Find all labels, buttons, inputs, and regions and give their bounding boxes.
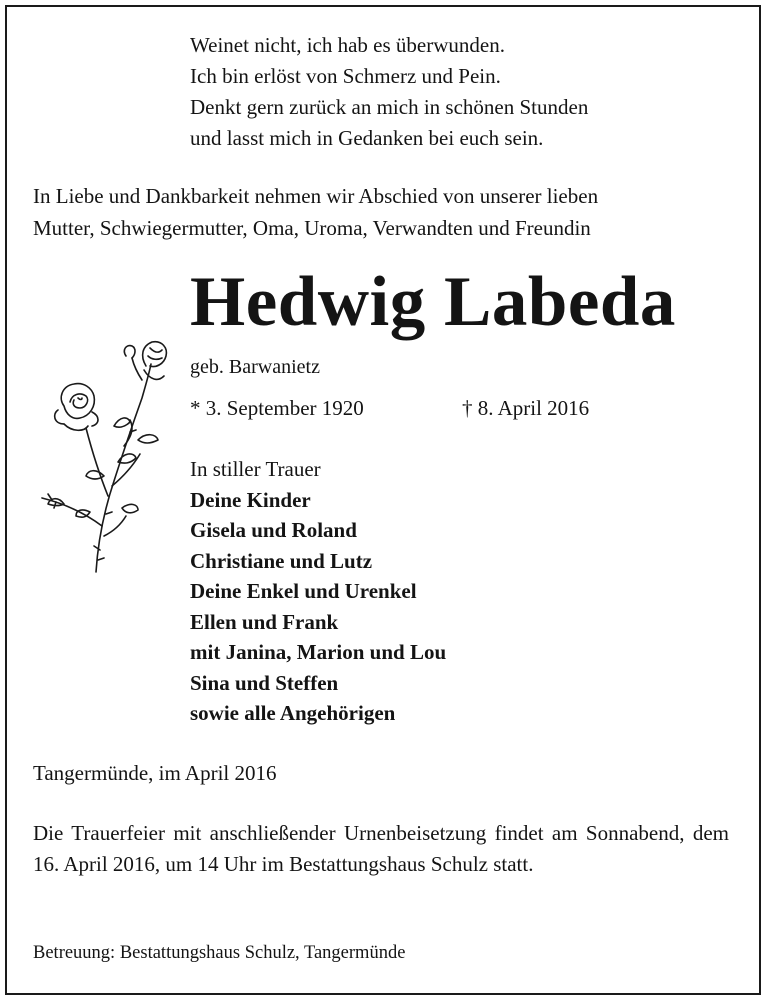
mourner-line: Gisela und Roland: [190, 518, 357, 542]
poem-line: Ich bin erlöst von Schmerz und Pein.: [190, 64, 501, 88]
funeral-ceremony-text: Die Trauerfeier mit anschließender Urnenbeisetzung findet am Sonnabend, dem 16. April 2016, um 14 Uhr im Bestattungshaus Schulz statt.: [33, 821, 729, 876]
place-and-date: Tangermünde, im April 2016: [33, 761, 277, 785]
mourner-line: Deine Enkel und Urenkel: [190, 579, 417, 603]
death-date: † 8. April 2016: [462, 396, 590, 420]
poem-line: Weinet nicht, ich hab es überwunden.: [190, 33, 505, 57]
mourner-line: sowie alle Angehörigen: [190, 701, 396, 725]
deceased-name: Hedwig Labeda: [190, 263, 676, 341]
poem-line: Denkt gern zurück an mich in schönen Stunden: [190, 95, 589, 119]
intro-line: Mutter, Schwiegermutter, Oma, Uroma, Verwandten und Freundin: [33, 216, 591, 240]
poem-line: und lasst mich in Gedanken bei euch sein.: [190, 126, 544, 150]
farewell-intro: [33, 180, 733, 244]
birth-name: geb. Barwanietz: [190, 356, 320, 378]
mourners-list: [190, 454, 446, 729]
mourner-line: Ellen und Frank: [190, 609, 339, 634]
funeral-home-credit: Betreuung: Bestattungshaus Schulz, Tangermünde: [33, 943, 406, 963]
intro-line: In Liebe und Dankbarkeit nehmen wir Abschied von unserer lieben: [33, 184, 599, 208]
rose-icon: [34, 336, 184, 576]
birth-date: * 3. September 1920: [190, 396, 364, 420]
mourner-line: Deine Kinder: [190, 487, 311, 512]
mourner-line: Sina und Steffen: [190, 670, 339, 695]
mourner-line: Christiane und Lutz: [190, 548, 373, 573]
mourner-line: mit Janina, Marion und Lou: [190, 640, 447, 664]
poem: [190, 30, 588, 154]
mourners-heading: In stiller Trauer: [190, 457, 321, 481]
